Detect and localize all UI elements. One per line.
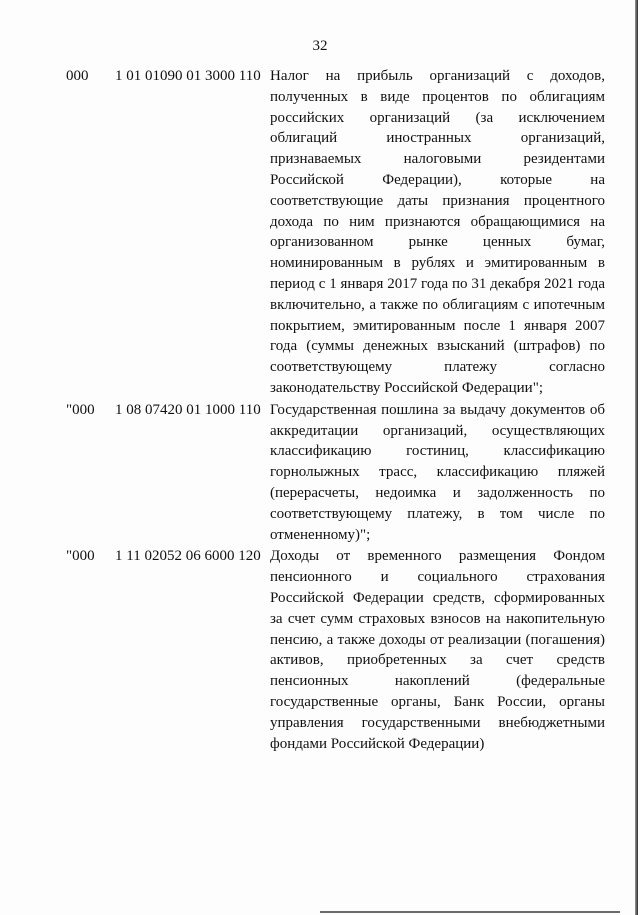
administrator-code: "000 (66, 548, 95, 565)
revenue-description: Налог на прибыль организаций с доходов, полученных в виде процентов по облигациям российских организаций (за исключением облигаций иностранных организаций, признаваемых налоговыми резидентами Российской Федерации), которые на соответствующие даты признания процентного дохода по ним признаются обращающимися на организованном рынке ценных бумаг, номинированным в рублях и эмитированным в период с 1 января 2017 года по 31 декабря 2021 года включительно, а также по облигациям с ипотечным покрытием, эмитированным после 1 января 2007 года (суммы денежных взысканий (штрафов) по соответствующему платежу согласно законодательству Российской Федерации"; (270, 68, 605, 396)
revenue-description: Государственная пошлина за выдачу документов об аккредитации организаций, осуществляющих классификацию гостиниц, классификацию горнолыжных трасс, классификацию пляжей (перерасчеты, недоимка и задолженность по соответствующему платежу, в том числе по отмененному)"; (270, 401, 605, 543)
revenue-description: Доходы от временного размещения Фондом пенсионного и социального страхования Российской Федерации средств, сформированных за счет сумм страховых взносов на накопительную пенсию, а также доходы от реализации (погашения) активов, приобретенных за счет средств пенсионных накоплений (федеральные государственные органы, Банк России, органы управления государственными внебюджетными фондами Российской Федерации) (270, 548, 605, 752)
list-item (0, 66, 640, 399)
administrator-code: 000 (66, 68, 89, 84)
page-number: 32 (312, 38, 328, 54)
budget-classification-code: 1 11 02052 06 6000 120 (115, 548, 261, 565)
list-item (0, 546, 640, 754)
budget-classification-code: 1 01 01090 01 3000 110 (115, 68, 261, 84)
list-item (0, 400, 640, 546)
budget-classification-code: 1 08 07420 01 1000 110 (115, 401, 261, 418)
budget-classification-list (0, 66, 640, 755)
scan-edge-bottom (320, 911, 620, 913)
administrator-code: "000 (66, 401, 95, 418)
